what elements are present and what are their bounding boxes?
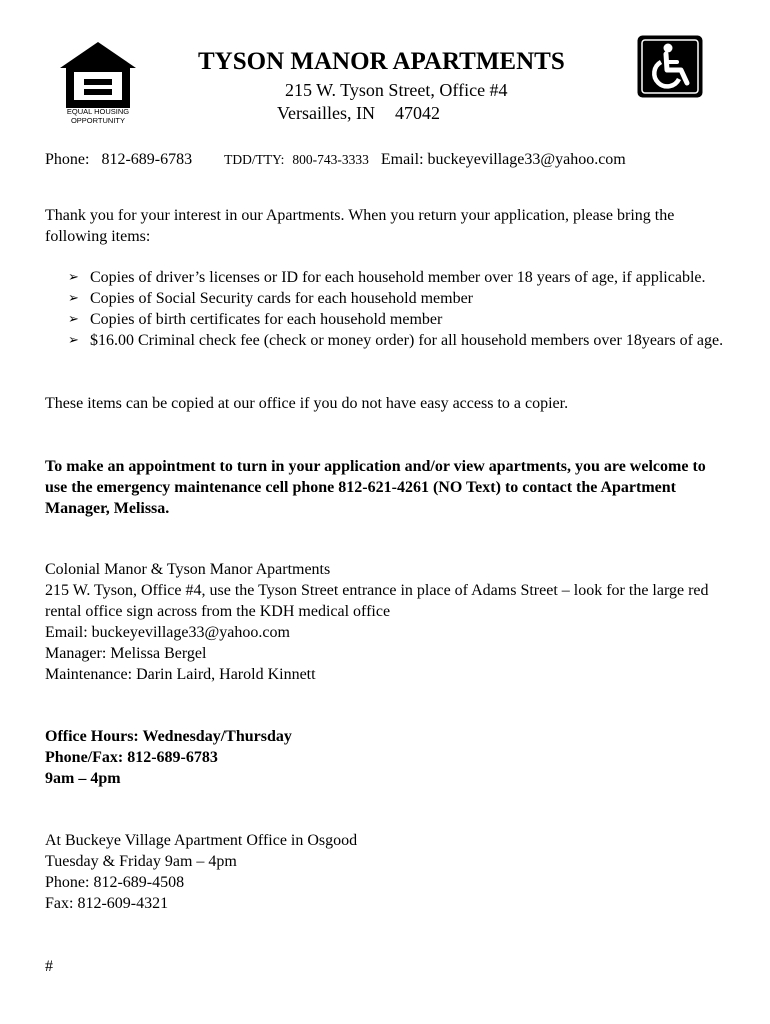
arrow-bullet-icon: ➢ <box>68 270 79 285</box>
page-title: TYSON MANOR APARTMENTS <box>198 48 565 75</box>
zip: 47042 <box>394 103 440 123</box>
office-directions: 215 W. Tyson, Office #4, use the Tyson Street entrance in place of Adams Street – look for the large red rental office sign across from the KDH medical office <box>45 582 709 620</box>
buckeye-hours: Tuesday & Friday 9am – 4pm <box>45 853 237 870</box>
office-manager: Manager: Melissa Bergel <box>45 645 207 662</box>
footer-mark: # <box>45 958 53 975</box>
hours-days: Office Hours: Wednesday/Thursday <box>45 728 292 745</box>
address-line: 215 W. Tyson Street, Office #4 <box>285 80 508 100</box>
wheelchair-accessibility-icon <box>637 35 703 98</box>
list-item: ➢ Copies of driver’s licenses or ID for each household member over 18 years of age, if applicable. <box>68 269 706 286</box>
list-item: ➢ $16.00 Criminal check fee (check or money order) for all household members over 18years of age. <box>68 332 724 349</box>
office-info <box>45 559 735 685</box>
intro-paragraph: Thank you for your interest in our Apartments. When you return your application, please bring the following items: <box>45 207 675 245</box>
office-maintenance: Maintenance: Darin Laird, Harold Kinnett <box>45 666 316 683</box>
city-line <box>277 102 440 124</box>
office-name: Colonial Manor & Tyson Manor Apartments <box>45 561 331 578</box>
buckeye-phone: Phone: 812-689-4508 <box>45 874 185 891</box>
buckeye-fax: Fax: 812-609-4321 <box>45 895 169 912</box>
email-address[interactable]: buckeyevillage33@yahoo.com <box>427 151 626 168</box>
list-item: ➢ Copies of Social Security cards for each household member <box>68 290 473 307</box>
buckeye-title: At Buckeye Village Apartment Office in Osgood <box>45 832 358 849</box>
list-item: ➢ Copies of birth certificates for each household member <box>68 311 443 328</box>
contact-row <box>45 149 626 170</box>
arrow-bullet-icon: ➢ <box>68 312 79 327</box>
required-items-list <box>68 267 728 351</box>
hours-time: 9am – 4pm <box>45 770 121 787</box>
office-email: Email: buckeyevillage33@yahoo.com <box>45 624 290 641</box>
appointment-paragraph: To make an appointment to turn in your application and/or view apartments, you are welcome to use the emergency maintenance cell phone 812-621-4261 (NO Text) to contact the Apartment Manager, Melissa. <box>45 458 706 517</box>
email-label: Email: <box>380 151 424 168</box>
phone-label: Phone: <box>45 151 90 168</box>
arrow-bullet-icon: ➢ <box>68 333 79 348</box>
phone-number: 812-689-6783 <box>101 151 193 168</box>
hours-phone-fax: Phone/Fax: 812-689-6783 <box>45 749 218 766</box>
arrow-bullet-icon: ➢ <box>68 291 79 306</box>
equal-housing-caption: EQUAL HOUSING OPPORTUNITY <box>66 107 130 125</box>
buckeye-office <box>45 830 735 914</box>
city: Versailles, IN <box>277 103 375 123</box>
office-hours <box>45 726 735 789</box>
tdd-label: TDD/TTY: <box>224 152 285 167</box>
copier-note: These items can be copied at our office if you do not have easy access to a copier. <box>45 395 569 412</box>
tdd-number: 800-743-3333 <box>292 152 369 167</box>
